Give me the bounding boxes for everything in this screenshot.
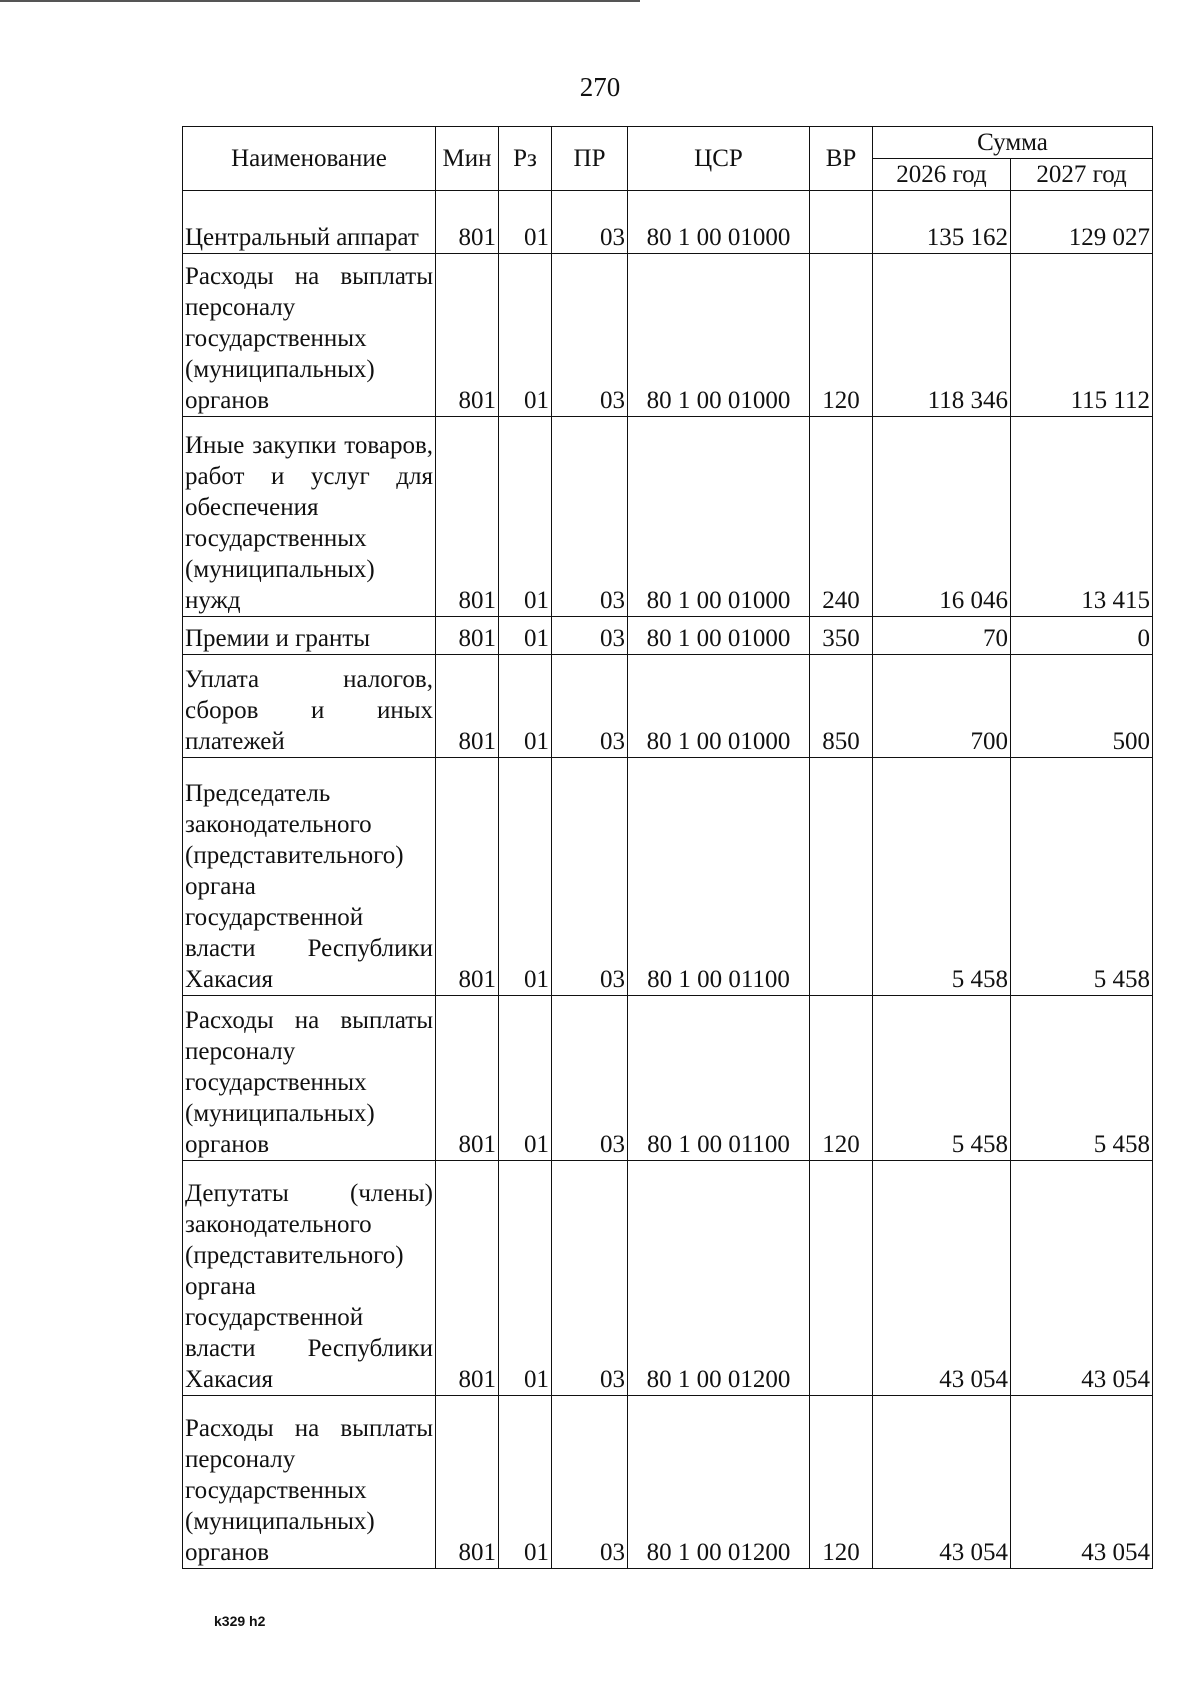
row-min: 801 — [436, 1396, 499, 1569]
row-name: Расходы на выплаты персоналу государственных (муниципальных) органов — [183, 996, 436, 1161]
header-rz: Рз — [499, 127, 552, 191]
table-body — [183, 191, 1153, 1569]
row-csr: 80 1 00 01100 — [628, 758, 810, 996]
row-vr — [810, 1161, 873, 1396]
table-row — [183, 1161, 1153, 1396]
row-min: 801 — [436, 617, 499, 655]
row-vr — [810, 191, 873, 254]
row-rz: 01 — [499, 996, 552, 1161]
row-min: 801 — [436, 996, 499, 1161]
row-name: Центральный аппарат — [183, 191, 436, 254]
row-rz: 01 — [499, 655, 552, 758]
row-pr: 03 — [552, 417, 628, 617]
row-rz: 01 — [499, 617, 552, 655]
row-pr: 03 — [552, 1396, 628, 1569]
row-sum-2026: 43 054 — [873, 1161, 1011, 1396]
row-rz: 01 — [499, 417, 552, 617]
row-sum-2026: 5 458 — [873, 996, 1011, 1161]
row-name: Иные закупки товаров, работ и услуг для обеспечения государственных (муниципальных) нужд — [183, 417, 436, 617]
row-sum-2027: 43 054 — [1011, 1161, 1153, 1396]
row-sum-2026: 700 — [873, 655, 1011, 758]
header-year-2026: 2026 год — [873, 159, 1011, 191]
table-row — [183, 1396, 1153, 1569]
row-min: 801 — [436, 254, 499, 417]
row-rz: 01 — [499, 254, 552, 417]
page-number: 270 — [579, 72, 621, 102]
row-pr: 03 — [552, 758, 628, 996]
row-rz: 01 — [499, 758, 552, 996]
row-pr: 03 — [552, 191, 628, 254]
row-min: 801 — [436, 191, 499, 254]
row-sum-2027: 43 054 — [1011, 1396, 1153, 1569]
row-vr: 120 — [810, 1396, 873, 1569]
row-sum-2027: 500 — [1011, 655, 1153, 758]
footer-mark: k329 h2 — [214, 1613, 266, 1629]
row-pr: 03 — [552, 996, 628, 1161]
header-min: Мин — [436, 127, 499, 191]
row-pr: 03 — [552, 617, 628, 655]
header-name: Наименование — [183, 127, 436, 191]
row-csr: 80 1 00 01000 — [628, 655, 810, 758]
row-vr — [810, 758, 873, 996]
row-name: Депутаты (члены) законодательного (представительного) органа государственной власти Республики Хакасия — [183, 1161, 436, 1396]
row-sum-2027: 0 — [1011, 617, 1153, 655]
row-csr: 80 1 00 01000 — [628, 254, 810, 417]
row-pr: 03 — [552, 254, 628, 417]
row-name: Расходы на выплаты персоналу государственных (муниципальных) органов — [183, 254, 436, 417]
row-csr: 80 1 00 01100 — [628, 996, 810, 1161]
row-csr: 80 1 00 01000 — [628, 191, 810, 254]
row-rz: 01 — [499, 1396, 552, 1569]
row-vr: 350 — [810, 617, 873, 655]
header-vr: ВР — [810, 127, 873, 191]
table-header — [183, 127, 1153, 191]
row-name: Премии и гранты — [183, 617, 436, 655]
row-csr: 80 1 00 01000 — [628, 417, 810, 617]
budget-table — [182, 126, 1153, 1569]
row-rz: 01 — [499, 191, 552, 254]
row-min: 801 — [436, 1161, 499, 1396]
row-sum-2027: 13 415 — [1011, 417, 1153, 617]
table-row — [183, 996, 1153, 1161]
row-min: 801 — [436, 417, 499, 617]
row-sum-2026: 16 046 — [873, 417, 1011, 617]
header-year-2027: 2027 год — [1011, 159, 1153, 191]
row-csr: 80 1 00 01200 — [628, 1396, 810, 1569]
scan-top-edge — [0, 0, 640, 2]
row-sum-2026: 5 458 — [873, 758, 1011, 996]
row-name: Председатель законодательного (представительного) органа государственной власти Республики Хакасия — [183, 758, 436, 996]
row-sum-2027: 115 112 — [1011, 254, 1153, 417]
table-row — [183, 758, 1153, 996]
row-name: Расходы на выплаты персоналу государственных (муниципальных) органов — [183, 1396, 436, 1569]
table-row — [183, 191, 1153, 254]
row-csr: 80 1 00 01200 — [628, 1161, 810, 1396]
row-vr: 850 — [810, 655, 873, 758]
header-csr: ЦСР — [628, 127, 810, 191]
table-row — [183, 417, 1153, 617]
row-rz: 01 — [499, 1161, 552, 1396]
row-min: 801 — [436, 758, 499, 996]
row-csr: 80 1 00 01000 — [628, 617, 810, 655]
header-pr: ПР — [552, 127, 628, 191]
table-row — [183, 617, 1153, 655]
table-row — [183, 655, 1153, 758]
row-min: 801 — [436, 655, 499, 758]
row-sum-2027: 129 027 — [1011, 191, 1153, 254]
header-sum: Сумма — [873, 127, 1153, 159]
row-pr: 03 — [552, 1161, 628, 1396]
row-vr: 240 — [810, 417, 873, 617]
row-sum-2026: 70 — [873, 617, 1011, 655]
row-vr: 120 — [810, 254, 873, 417]
row-sum-2026: 43 054 — [873, 1396, 1011, 1569]
row-sum-2026: 135 162 — [873, 191, 1011, 254]
row-sum-2027: 5 458 — [1011, 996, 1153, 1161]
row-sum-2027: 5 458 — [1011, 758, 1153, 996]
table-row — [183, 254, 1153, 417]
row-name: Уплата налогов, сборов и иных платежей — [183, 655, 436, 758]
row-pr: 03 — [552, 655, 628, 758]
row-sum-2026: 118 346 — [873, 254, 1011, 417]
row-vr: 120 — [810, 996, 873, 1161]
